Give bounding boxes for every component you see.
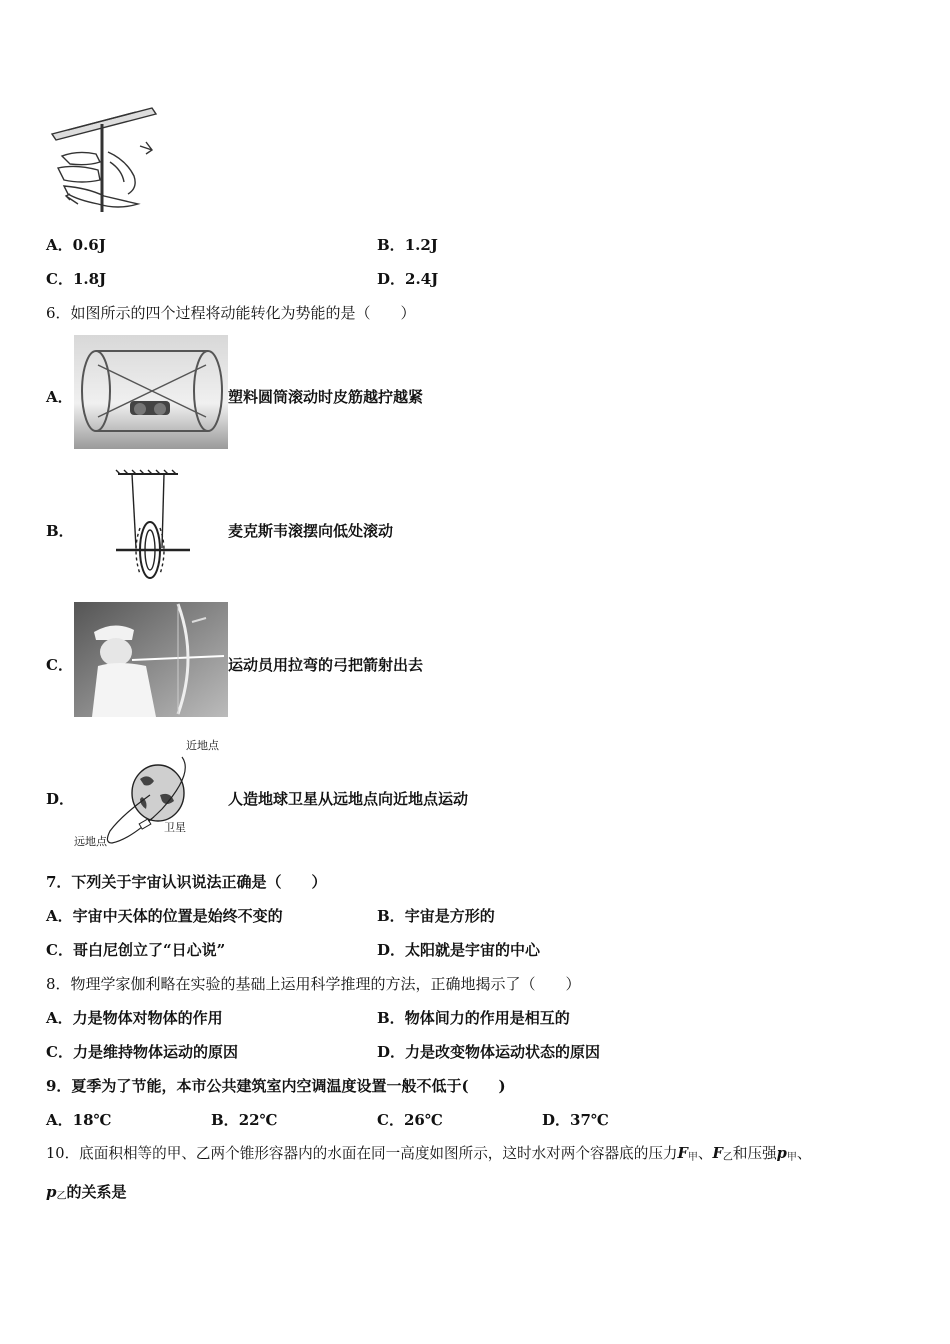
archer-photo: [74, 602, 228, 717]
option-text: 物体间力的作用是相互的: [404, 1009, 570, 1027]
option-text: 1.8J: [72, 270, 107, 288]
option-text: 力是维持物体运动的原因: [72, 1043, 238, 1061]
option-text: 宇宙是方形的: [404, 907, 495, 925]
option-letter: B．: [377, 236, 405, 254]
near-point-label: 近地点: [186, 740, 219, 752]
q9-stem: 9．夏季为了节能，本市公共建筑室内空调温度设置一般不低于( ): [46, 1077, 506, 1095]
option-text: 力是物体对物体的作用: [72, 1009, 223, 1027]
q5-option-b: [377, 235, 438, 255]
q10-stem-text: 10．底面积相等的甲、乙两个锥形容器内的水面在同一高度如图所示，这时水对两个容器底的压力: [46, 1145, 678, 1162]
q10-stem-line2: [46, 1182, 127, 1207]
option-letter: D．: [377, 270, 406, 288]
q8-stem: 8．物理学家伽利略在实验的基础上运用科学推理的方法，正确地揭示了（ ）: [46, 975, 581, 993]
satellite-label: 卫星: [164, 822, 186, 834]
separator: 、: [796, 1145, 812, 1162]
q6-option-a-text: 塑料圆筒滚动时皮筋越拧越紧: [228, 388, 424, 406]
option-text: 37℃: [570, 1111, 609, 1129]
q9-option-b: [211, 1110, 278, 1130]
option-letter: C．: [46, 941, 73, 959]
option-text: 0.6J: [72, 236, 106, 254]
separator: 、: [697, 1145, 713, 1162]
q5-option-a: [46, 235, 106, 255]
pressure-symbol: p: [776, 1145, 787, 1162]
q6-option-a-letter: A．: [46, 388, 73, 406]
q6-option-c-letter: C．: [46, 656, 73, 674]
subscript-jia: 甲: [786, 1152, 797, 1163]
option-letter: A．: [46, 1009, 73, 1027]
far-point-label: 远地点: [74, 836, 107, 848]
q10-stem-text: 和压强: [732, 1145, 777, 1162]
q8-option-c: [46, 1042, 238, 1062]
subscript-yi: 乙: [722, 1152, 733, 1163]
subscript-jia: 甲: [687, 1152, 698, 1163]
q7-option-c: [46, 940, 225, 960]
option-letter: D．: [542, 1111, 571, 1129]
force-symbol: F: [712, 1145, 723, 1162]
force-symbol: F: [677, 1145, 688, 1162]
option-text: 宇宙中天体的位置是始终不变的: [72, 907, 283, 925]
q8-option-b: [377, 1008, 570, 1028]
option-letter: D．: [377, 1043, 406, 1061]
option-letter: A．: [46, 1111, 73, 1129]
option-text: 太阳就是宇宙的中心: [405, 941, 541, 959]
q6-option-d-text: 人造地球卫星从远地点向近地点运动: [228, 790, 469, 808]
option-letter: A．: [46, 236, 73, 254]
option-text: 18℃: [72, 1111, 112, 1129]
option-letter: B．: [211, 1111, 239, 1129]
option-letter: C．: [46, 270, 73, 288]
option-text: 力是改变物体运动状态的原因: [405, 1043, 601, 1061]
option-letter: A．: [46, 907, 73, 925]
q10-stem-line1: [46, 1144, 812, 1168]
q6-stem: 6．如图所示的四个过程将动能转化为势能的是（ ）: [46, 304, 416, 322]
rolling-cylinder-photo: [74, 335, 228, 449]
q8-option-d: [377, 1042, 600, 1062]
option-letter: B．: [377, 1009, 405, 1027]
q8-option-a: [46, 1008, 223, 1028]
q6-option-d-letter: D．: [46, 790, 75, 808]
option-text: 26℃: [403, 1111, 443, 1129]
q7-option-b: [377, 906, 495, 926]
option-text: 22℃: [238, 1111, 278, 1129]
option-letter: C．: [377, 1111, 404, 1129]
q9-option-c: [377, 1110, 443, 1130]
q10-stem-text: 的关系是: [66, 1183, 127, 1201]
option-letter: B．: [377, 907, 405, 925]
option-text: 哥白尼创立了“日心说”: [72, 941, 226, 959]
q6-option-b-text: 麦克斯韦滚摆向低处滚动: [228, 522, 394, 540]
q5-option-d: [377, 269, 438, 289]
q7-option-a: [46, 906, 283, 926]
bamboo-dragonfly-figure: [48, 100, 160, 218]
maxwell-pendulum-figure: [112, 468, 196, 590]
pressure-symbol: p: [46, 1183, 57, 1201]
q9-option-a: [46, 1110, 112, 1130]
q6-option-b-letter: B．: [46, 522, 74, 540]
q7-option-d: [377, 940, 540, 960]
subscript-yi: 乙: [56, 1191, 67, 1202]
option-letter: D．: [377, 941, 406, 959]
q5-option-c: [46, 269, 106, 289]
option-letter: C．: [46, 1043, 73, 1061]
q7-stem: 7．下列关于宇宙认识说法正确是（ ）: [46, 873, 327, 891]
satellite-orbit-figure: [70, 735, 230, 850]
option-text: 1.2J: [404, 236, 438, 254]
option-text: 2.4J: [405, 270, 439, 288]
q6-option-c-text: 运动员用拉弯的弓把箭射出去: [228, 656, 424, 674]
q9-option-d: [542, 1110, 609, 1130]
